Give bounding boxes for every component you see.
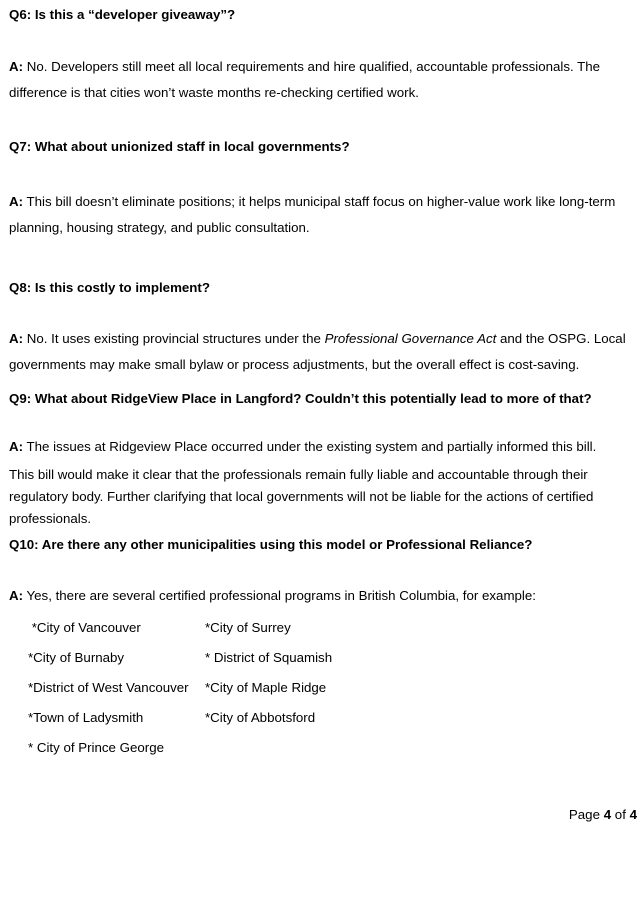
municipality-item: *City of Abbotsford bbox=[205, 710, 316, 725]
municipality-list bbox=[9, 613, 637, 763]
footer-total-pages: 4 bbox=[629, 807, 637, 822]
answer-prefix-q7: A: bbox=[9, 194, 24, 209]
municipality-item: *City of Vancouver bbox=[28, 620, 141, 635]
answer-prefix-q6: A: bbox=[9, 59, 24, 74]
footer-page-label: Page bbox=[568, 807, 600, 822]
answer-text-q7: This bill doesn’t eliminate positions; it helps municipal staff focus on higher-value work like long-term planning, housing strategy, and public consultation. bbox=[9, 194, 616, 235]
municipality-item bbox=[205, 733, 637, 763]
municipality-row bbox=[9, 733, 637, 763]
question-q6: Q6: Is this a “developer giveaway”? bbox=[9, 7, 236, 22]
footer-current-page: 4 bbox=[603, 807, 612, 822]
municipality-item: * City of Prince George bbox=[28, 740, 164, 755]
question-q8: Q8: Is this costly to implement? bbox=[9, 280, 210, 295]
municipality-item: *City of Surrey bbox=[205, 620, 291, 635]
municipality-row bbox=[9, 613, 637, 643]
question-q9: Q9: What about RidgeView Place in Langford? Couldn’t this potentially lead to more of that? bbox=[9, 391, 592, 406]
answer-q7 bbox=[9, 189, 637, 241]
answer-prefix-q10: A: bbox=[9, 588, 24, 603]
answer-q9-paragraph-2: This bill would make it clear that the professionals remain fully liable and accountable through their regulatory body. Further clarifying that local governments will not be liable for the actions of certified professionals. bbox=[9, 467, 594, 526]
answer-prefix-q9: A: bbox=[9, 439, 24, 454]
answer-text-q9-p1: The issues at Ridgeview Place occurred under the existing system and partially informed this bill. bbox=[26, 439, 597, 454]
answer-q8 bbox=[9, 326, 637, 378]
municipality-item: * District of Squamish bbox=[205, 650, 333, 665]
answer-q6 bbox=[9, 54, 637, 106]
municipality-item: *City of Burnaby bbox=[28, 650, 125, 665]
page-number-footer bbox=[9, 807, 637, 823]
answer-text-q10: Yes, there are several certified professional programs in British Columbia, for example: bbox=[26, 588, 536, 603]
municipality-item: *Town of Ladysmith bbox=[28, 710, 144, 725]
answer-text-q8-post: and the OSPG. Local governments may make small bylaw or process adjustments, but the overall effect is cost-saving. bbox=[9, 331, 626, 372]
municipality-row bbox=[9, 703, 637, 733]
answer-text-q8-pre: No. It uses existing provincial structures under the bbox=[26, 331, 325, 346]
answer-prefix-q8: A: bbox=[9, 331, 24, 346]
question-q10: Q10: Are there any other municipalities using this model or Professional Reliance? bbox=[9, 537, 533, 552]
answer-text-q8-act-title: Professional Governance Act bbox=[324, 331, 497, 346]
answer-q9-paragraph-1 bbox=[9, 436, 637, 458]
municipality-item: *City of Maple Ridge bbox=[205, 680, 327, 695]
municipality-row bbox=[9, 673, 637, 703]
municipality-row bbox=[9, 643, 637, 673]
question-q7: Q7: What about unionized staff in local governments? bbox=[9, 139, 350, 154]
municipality-item: *District of West Vancouver bbox=[28, 680, 189, 695]
footer-of-label: of bbox=[614, 807, 626, 822]
answer-q10 bbox=[9, 583, 637, 609]
answer-text-q6: No. Developers still meet all local requirements and hire qualified, accountable professionals. The difference is that cities won’t waste months re-checking certified work. bbox=[9, 59, 601, 100]
